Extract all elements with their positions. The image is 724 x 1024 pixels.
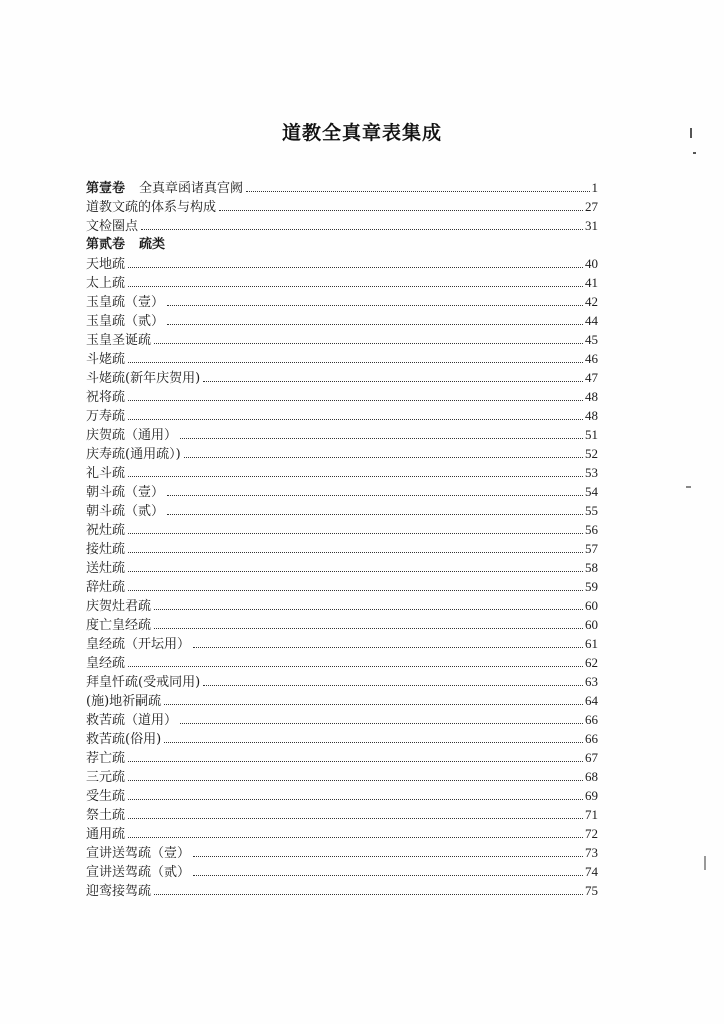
dot-leader: [154, 609, 583, 610]
dot-leader: [193, 875, 583, 876]
document-title: 道教全真章表集成: [281, 122, 442, 144]
toc-entry-title: 拜皇忏疏(受戒同用): [86, 675, 201, 690]
dot-leader: [128, 419, 583, 420]
dot-leader: [128, 552, 583, 553]
toc-entry: [86, 197, 598, 216]
dot-leader: [154, 894, 583, 895]
page-number: 46: [585, 351, 598, 366]
page-number: 71: [585, 807, 598, 822]
toc-entry-title: 朝斗疏（壹）: [86, 485, 165, 500]
toc-entry-title: 通用疏: [86, 827, 126, 842]
scan-edge-mark: [704, 856, 706, 870]
toc-entry: [86, 881, 598, 900]
toc-entry-title: (施)地祈嗣疏: [86, 694, 162, 709]
dot-leader: [154, 343, 583, 344]
page-number: 53: [585, 465, 598, 480]
toc-entry: [86, 368, 598, 387]
toc-entry-title: 庆贺灶君疏: [86, 599, 152, 614]
toc-entry: [86, 273, 598, 292]
page-number: 42: [585, 294, 598, 309]
toc-entry: [86, 444, 598, 463]
toc-volume-row: [86, 235, 598, 254]
page-number: 68: [585, 769, 598, 784]
toc-entry: [86, 292, 598, 311]
dot-leader: [154, 628, 583, 629]
page-number: 44: [585, 313, 598, 328]
toc-entry-title: 宣讲送驾疏（壹）: [86, 846, 191, 861]
page-number: 61: [585, 636, 598, 651]
page-number: 47: [585, 370, 598, 385]
dot-leader: [128, 590, 583, 591]
page-number: 69: [585, 788, 598, 803]
toc-entry-title: 文检圈点: [86, 219, 139, 234]
page-number: 66: [585, 731, 598, 746]
dot-leader: [219, 210, 583, 211]
toc-entry: [86, 786, 598, 805]
page-number: 57: [585, 541, 598, 556]
dot-leader: [128, 837, 583, 838]
dot-leader: [128, 362, 583, 363]
page-number: 62: [585, 655, 598, 670]
dot-leader: [128, 571, 583, 572]
toc-entry-title: 宣讲送驾疏（贰）: [86, 865, 191, 880]
toc-entry: [86, 634, 598, 653]
page-number: 74: [585, 864, 598, 879]
toc-entry: [86, 463, 598, 482]
dot-leader: [180, 438, 583, 439]
page-number: 51: [585, 427, 598, 442]
page-number: 73: [585, 845, 598, 860]
toc-entry: [86, 767, 598, 786]
dot-leader: [128, 799, 583, 800]
toc-entry-title: 玉皇圣诞疏: [86, 333, 152, 348]
dot-leader: [128, 476, 583, 477]
toc-entry-title: 祝灶疏: [86, 523, 126, 538]
scan-edge-mark: [693, 152, 696, 154]
toc-entry: [86, 824, 598, 843]
page-number: 59: [585, 579, 598, 594]
dot-leader: [184, 457, 583, 458]
toc-entry-title: 玉皇疏（壹）: [86, 295, 165, 310]
toc-entry: [86, 216, 598, 235]
toc-entry-title: 玉皇疏（贰）: [86, 314, 165, 329]
scan-edge-mark: [686, 486, 691, 488]
page-number: 64: [585, 693, 598, 708]
dot-leader: [164, 742, 583, 743]
toc-entry: [86, 672, 598, 691]
dot-leader: [167, 514, 583, 515]
toc-entry: [86, 482, 598, 501]
toc-entry-title: 皇经疏（开坛用）: [86, 637, 191, 652]
toc-entry-title: 太上疏: [86, 276, 126, 291]
page-number: 75: [585, 883, 598, 898]
toc-entry-title: 斗姥疏: [86, 352, 126, 367]
volume-title: 全真章函诸真宫阙: [139, 181, 244, 196]
toc-entry-title: 道教文疏的体系与构成: [86, 200, 217, 215]
page-number: 67: [585, 750, 598, 765]
dot-leader: [128, 666, 583, 667]
toc-entry-title: 万寿疏: [86, 409, 126, 424]
toc-entry: [86, 406, 598, 425]
toc-entry: [86, 862, 598, 881]
page-number: 48: [585, 408, 598, 423]
toc-entry-title: 朝斗疏（贰）: [86, 504, 165, 519]
dot-leader: [164, 704, 583, 705]
toc-entry-title: 救苦疏（道用）: [86, 713, 178, 728]
toc-volume-row: [86, 178, 598, 197]
toc-entry: [86, 501, 598, 520]
dot-leader: [128, 818, 583, 819]
toc-entry: [86, 425, 598, 444]
toc-entry: [86, 558, 598, 577]
toc-entry-title: 送灶疏: [86, 561, 126, 576]
dot-leader: [167, 305, 583, 306]
dot-leader: [128, 400, 583, 401]
dot-leader: [167, 495, 583, 496]
page-number: 63: [585, 674, 598, 689]
page-number: 60: [585, 598, 598, 613]
page-number: 60: [585, 617, 598, 632]
toc-entry: [86, 520, 598, 539]
dot-leader: [193, 647, 583, 648]
page-number: 72: [585, 826, 598, 841]
toc-entry-title: 祭土疏: [86, 808, 126, 823]
toc-entry: [86, 254, 598, 273]
toc-entry: [86, 330, 598, 349]
dot-leader: [128, 780, 583, 781]
toc-entry-title: 天地疏: [86, 257, 126, 272]
volume-title: 疏类: [139, 237, 166, 252]
volume-label: 第壹卷: [86, 181, 126, 196]
dot-leader: [167, 324, 583, 325]
dot-leader: [246, 191, 589, 192]
dot-leader: [193, 856, 583, 857]
dot-leader: [203, 685, 583, 686]
toc-entry: [86, 843, 598, 862]
toc-entry: [86, 691, 598, 710]
page-number: 41: [585, 275, 598, 290]
toc-entry-title: 皇经疏: [86, 656, 126, 671]
page-number: 45: [585, 332, 598, 347]
page-number: 66: [585, 712, 598, 727]
toc-entry-title: 受生疏: [86, 789, 126, 804]
toc-entry: [86, 748, 598, 767]
toc-entry: [86, 539, 598, 558]
dot-leader: [128, 761, 583, 762]
toc-entry: [86, 805, 598, 824]
toc-entry: [86, 387, 598, 406]
page-number: 48: [585, 389, 598, 404]
toc-entry: [86, 311, 598, 330]
toc-entry-title: 三元疏: [86, 770, 126, 785]
toc-entry-title: 度亡皇经疏: [86, 618, 152, 633]
toc-entry: [86, 615, 598, 634]
page-number: 1: [591, 180, 598, 195]
toc-entry-title: 斗姥疏(新年庆贺用): [86, 371, 201, 386]
toc-entry-title: 迎鸾接驾疏: [86, 884, 152, 899]
toc-entry-title: 庆贺疏（通用）: [86, 428, 178, 443]
toc-entry-title: 救苦疏(俗用): [86, 732, 162, 747]
toc-entry-title: 祝将疏: [86, 390, 126, 405]
toc-entry-title: 庆寿疏(通用疏）): [86, 447, 181, 462]
toc-entry-title: 荐亡疏: [86, 751, 126, 766]
dot-leader: [128, 533, 583, 534]
page-number: 40: [585, 256, 598, 271]
dot-leader: [203, 381, 583, 382]
toc-entry: [86, 577, 598, 596]
volume-label: 第贰卷: [86, 237, 126, 252]
page-number: 31: [585, 218, 598, 233]
page-number: 55: [585, 503, 598, 518]
dot-leader: [128, 286, 583, 287]
page-number: 52: [585, 446, 598, 461]
toc-entry: [86, 710, 598, 729]
toc-entry: [86, 349, 598, 368]
toc-entry-title: 接灶疏: [86, 542, 126, 557]
toc-entry: [86, 729, 598, 748]
toc-entry: [86, 596, 598, 615]
page-number: 27: [585, 199, 598, 214]
dot-leader: [128, 267, 583, 268]
dot-leader: [141, 229, 583, 230]
page-number: 56: [585, 522, 598, 537]
toc-entry-title: 辞灶疏: [86, 580, 126, 595]
toc-entry-title: 礼斗疏: [86, 466, 126, 481]
page-number: 58: [585, 560, 598, 575]
page-number: 54: [585, 484, 598, 499]
dot-leader: [180, 723, 583, 724]
table-of-contents: [86, 178, 598, 900]
toc-entry: [86, 653, 598, 672]
